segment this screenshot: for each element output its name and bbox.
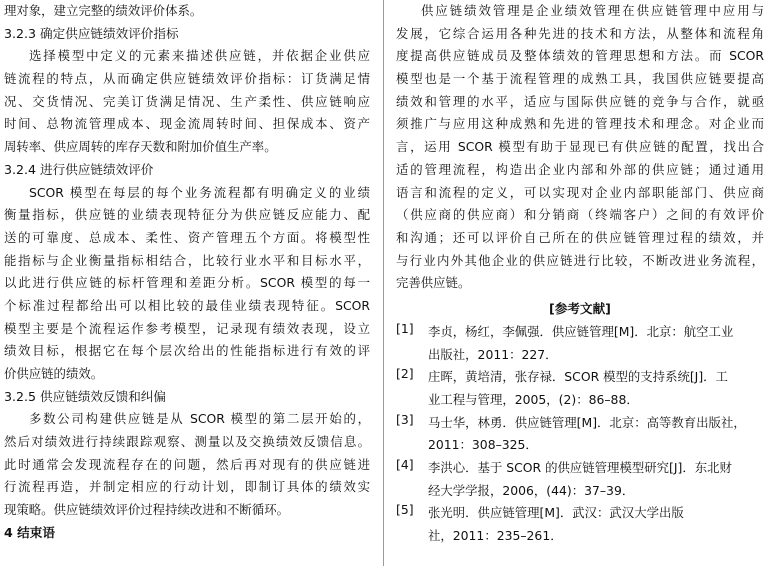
reference-item xyxy=(396,412,764,457)
text-line: 多数公司构建供应链是从 SCOR 模型的第二层开始的， xyxy=(29,411,370,427)
reference-number: [1] xyxy=(396,320,414,336)
text-line: SCOR 模型在每层的每个业务流程都有明确定义的业绩 xyxy=(29,184,370,200)
left-column xyxy=(4,0,370,545)
reference-line: 社，2011：235–261． xyxy=(428,528,563,544)
text-line: 须推广与应用这种成熟和先进的管理技术和理念。对企业而 xyxy=(396,116,764,132)
text-line: 链流程的特点，从而确定供应链绩效评价指标：订货满足情 xyxy=(4,71,370,87)
section-heading-3-2-3: 3.2.3 确定供应链绩效评价指标 xyxy=(4,25,179,41)
reference-line: 经大学学报，2006，(44)：37–39． xyxy=(428,482,635,498)
reference-line: 业工程与管理，2005，(2)：86–88． xyxy=(428,392,639,407)
reference-line: 李洪心．基于 SCOR 的供应链管理模型研究[J]．东北财 xyxy=(428,460,732,476)
text-line: 理对象，建立完整的绩效评价体系。 xyxy=(4,3,203,18)
text-line: 选择模型中定义的元素来描述供应链，并依据企业供应 xyxy=(29,48,370,64)
reference-item xyxy=(396,502,764,547)
text-line: 现策略。供应链绩效评价过程持续改进和不断循环。 xyxy=(4,502,289,518)
text-line: 绩效目标，根据它在每个层次给出的性能指标进行有效的评 xyxy=(4,343,370,359)
text-line: 个标准过程都给出可以相比较的最佳业绩表现特征。SCOR xyxy=(4,297,370,313)
references-heading: [参考文献] xyxy=(549,300,611,316)
text-line: 然后对绩效进行持续跟踪观察、测量以及交换绩效反馈信息。 xyxy=(4,434,370,450)
column-divider xyxy=(383,0,384,566)
text-line: 发展，它综合运用各种先进的技术和方法，从整体和流程角 xyxy=(396,25,764,41)
text-line: 适的管理流程，构造出企业内部和外部的供应链；通过通用 xyxy=(396,161,764,177)
reference-number: [4] xyxy=(396,457,414,473)
text-line: 供应链绩效管理是企业绩效管理在供应链管理中应用与 xyxy=(421,3,764,18)
reference-item xyxy=(396,321,764,366)
reference-number: [5] xyxy=(396,502,414,518)
reference-line: 张光明．供应链管理[M]．武汉：武汉大学出版 xyxy=(428,505,684,521)
text-line: 言，运用 SCOR 模型有助于显现已有供应链的配置，找出合 xyxy=(396,139,764,155)
text-line: 语言和流程的定义，可以实现对企业内部职能部门、供应商 xyxy=(396,184,764,200)
text-line: 模型主要是个流程运作参考模型，记录现有绩效表现，设立 xyxy=(4,320,370,336)
reference-line: 李贞，杨红，李佩强．供应链管理[M]．北京：航空工业 xyxy=(428,323,734,339)
text-line: 送的可靠度、总成本、柔性、资产管理五个方面。将模型性 xyxy=(4,229,370,245)
section-heading-4: 4 结束语 xyxy=(4,524,55,540)
reference-line: 出版社，2011：227． xyxy=(428,346,558,362)
text-line: 完善供应链。 xyxy=(396,275,471,291)
reference-number: [2] xyxy=(396,366,414,382)
reference-item xyxy=(396,366,764,411)
text-line: 价供应链的绩效。 xyxy=(4,366,104,381)
text-line: 况、交货情况、完美订货满足情况、生产柔性、供应链响应 xyxy=(4,93,370,109)
text-line: 度提高供应链成员及整体绩效的管理思想和方法。而 SCOR xyxy=(396,48,764,64)
text-line: 衡量指标，供应链的业绩表现特征分为供应链反应能力、配 xyxy=(4,207,370,223)
reference-line: 马士华，林勇．供应链管理[M]．北京：高等教育出版社， xyxy=(428,414,746,430)
text-line: （供应商的供应商）和分销商（终端客户）之间的有效评价 xyxy=(396,207,764,223)
section-heading-3-2-5: 3.2.5 供应链绩效反馈和纠偏 xyxy=(4,388,166,404)
text-line: 绩效和管理的水平，适应与国际供应链的竞争与合作，就亟 xyxy=(396,93,764,109)
text-line: 周转率、供应周转的库存天数和附加价值生产率。 xyxy=(4,139,277,155)
text-line: 模型也是一个基于流程管理的成熟工具，我国供应链要提高 xyxy=(396,71,764,87)
reference-line: 庄晖，黄培清，张存禄．SCOR 模型的支持系统[J]．工 xyxy=(428,369,728,385)
text-line: 时间、总物流管理成本、现金流周转时间、担保成本、资产 xyxy=(4,116,370,132)
section-heading-3-2-4: 3.2.4 进行供应链绩效评价 xyxy=(4,161,154,177)
reference-number: [3] xyxy=(396,411,414,427)
reference-line: 2011：308–325． xyxy=(428,437,538,453)
text-line: 以此进行供应链的标杆管理和差距分析。SCOR 模型的每一 xyxy=(4,275,370,291)
text-line: 与行业内外其他企业的供应链进行比较，不断改进业务流程， xyxy=(396,252,764,268)
text-line: 和沟通；还可以评价自己所在的供应链管理过程的绩效，并 xyxy=(396,229,764,245)
right-column xyxy=(396,0,764,548)
text-line: 行流程再造，并制定相应的行动计划，即制订具体的绩效实 xyxy=(4,479,370,495)
reference-item xyxy=(396,457,764,502)
text-line: 此时通常会发现流程存在的问题，然后再对现有的供应链进 xyxy=(4,456,370,472)
text-line: 能指标与企业衡量指标相结合，比较行业水平和目标水平， xyxy=(4,252,370,268)
